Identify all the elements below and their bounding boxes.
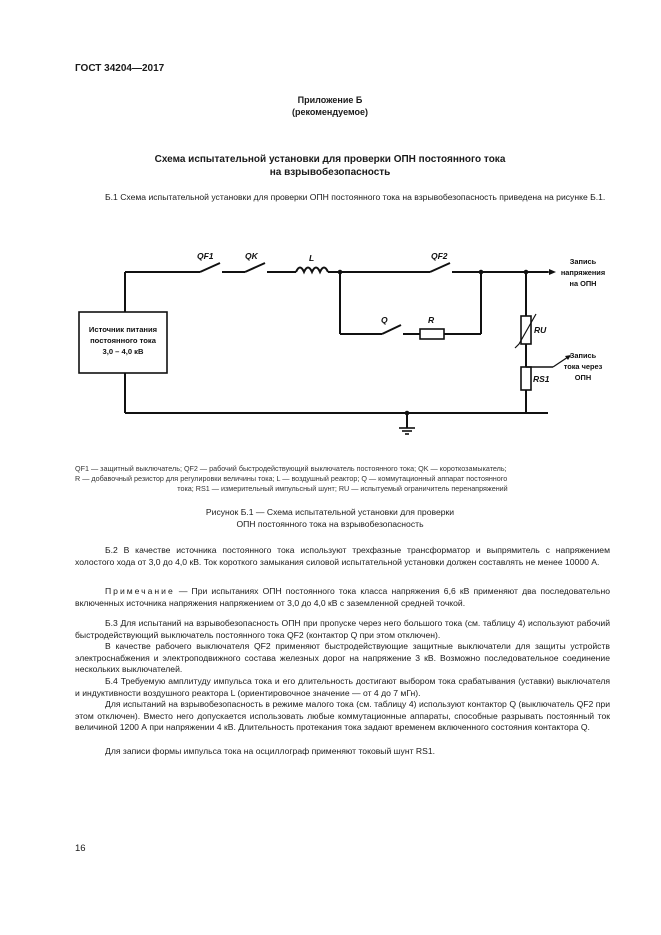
label-ru: RU xyxy=(534,325,547,335)
section-title xyxy=(60,153,600,179)
label-l: L xyxy=(309,253,315,263)
paragraph-b4b: Для испытаний на взрывобезопасность в режиме малого тока (см. таблицу 4) используют контактор Q (выключатель QF2 при этом отключен). Вместо него допускается использовать любые коммутационные аппараты, способные разрывать постоянный ток величиной 1200 А при напряжении 4 кВ. Длительность протекания тока задают временем включенного состояния контактора Q. xyxy=(75,699,610,732)
shunt-rs1 xyxy=(521,367,531,390)
voltage-record-line3: на ОПН xyxy=(569,279,597,288)
caption-line2: ОПН постоянного тока на взрывобезопасность xyxy=(236,518,424,529)
source-box-line3: 3,0 – 4,0 кВ xyxy=(102,347,144,356)
label-qf1: QF1 xyxy=(197,251,214,261)
paragraph-b2: Б.2 В качестве источника постоянного тока используют трехфазные трансформатор и выпрямитель с напряжением холостого хода от 3,0 до 4,0 кВ. Ток короткого замыкания силовой испытательной установки должен составлять не менее 10000 А. xyxy=(75,545,610,567)
section-title-line2: на взрывобезопасность xyxy=(269,167,391,178)
paragraph-b4a: Б.4 Требуемую амплитуду импульса тока и его длительность достигают выбором тока срабатывания (уставки) выключателя и индуктивности воздушного реактора L (ориентировочное значение — от 4 до 7 мГн). xyxy=(75,676,610,698)
paragraph-b4c: Для записи формы импульса тока на осциллограф применяют токовый шунт RS1. xyxy=(105,746,436,756)
figure-legend xyxy=(75,464,610,494)
resistor-r xyxy=(420,329,444,339)
voltage-record-line2: напряжения xyxy=(560,268,606,277)
q-switch xyxy=(382,325,401,334)
appendix-heading xyxy=(60,94,600,118)
label-q: Q xyxy=(381,315,388,325)
label-r: R xyxy=(428,315,435,325)
voltage-record-line1: Запись xyxy=(569,257,597,266)
legend-line3: тока; RS1 — измерительный импульсный шунт; RU — испытуемый ограничитель перенапряжений xyxy=(177,484,508,493)
paragraph-b3a: Б.3 Для испытаний на взрывобезопасность ОПН при пропуске через него большого тока (см. таблицу 4) используют рабочий быстродействующий выключатель постоянного тока QF2 (контактор Q при этом отключен). xyxy=(75,618,610,640)
paragraph-b3b: В качестве рабочего выключателя QF2 применяют быстродействующие защитные выключатели для защиты устройств электроснабжения и электроподвижного состава железных дорог на напряжение 3 кВ. Возможно последовательное соединение нескольких выключателей. xyxy=(75,641,610,674)
current-record-line2: тока через xyxy=(563,362,603,371)
note-label: Примечание xyxy=(105,586,175,596)
legend-line1: QF1 — защитный выключатель; QF2 — рабочий быстродействующий выключатель постоянного тока; QK — короткозамыкатель; xyxy=(75,464,507,473)
qk-switch xyxy=(245,263,265,272)
current-record-line1: Запись xyxy=(569,351,597,360)
appendix-subtitle: (рекомендуемое) xyxy=(292,107,368,117)
node-branch-left xyxy=(338,270,343,275)
qf2-switch xyxy=(430,263,450,272)
node-branch-right xyxy=(479,270,484,275)
source-box-line2: постоянного тока xyxy=(90,336,156,345)
appendix-title: Приложение Б xyxy=(297,95,363,105)
page-number: 16 xyxy=(75,843,86,854)
label-qk: QK xyxy=(245,251,258,261)
inductor-l xyxy=(296,268,328,273)
node-ground xyxy=(405,411,410,416)
caption-line1: Рисунок Б.1 — Схема испытательной установки для проверки xyxy=(205,507,455,517)
note-text: — При испытаниях ОПН постоянного тока класса напряжения 6,6 кВ применяют два последовательно включенных источника напряжения напряжением от 3,0 до 4,0 кВ с заземленной средней точкой. xyxy=(75,586,610,608)
circuit-diagram xyxy=(0,240,661,440)
source-box-line1: Источник питания xyxy=(88,325,158,334)
label-rs1: RS1 xyxy=(533,374,550,384)
note-paragraph xyxy=(75,586,610,609)
varistor-ru xyxy=(521,316,531,344)
section-title-line1: Схема испытательной установки для проверки ОПН постоянного тока xyxy=(154,154,506,165)
legend-line2: R — добавочный резистор для регулировки величины тока; L — воздушный реактор; Q — коммутационный аппарат постоянного xyxy=(75,474,508,483)
document-header: ГОСТ 34204—2017 xyxy=(75,63,165,74)
figure-caption xyxy=(60,507,600,530)
paragraph-b1: Б.1 Схема испытательной установки для проверки ОПН постоянного тока на взрывобезопасность приведена на рисунке Б.1. xyxy=(105,192,606,202)
current-record-line3: ОПН xyxy=(574,373,592,382)
label-qf2: QF2 xyxy=(431,251,448,261)
qf1-switch xyxy=(200,263,220,272)
voltage-record-arrow xyxy=(549,269,556,275)
